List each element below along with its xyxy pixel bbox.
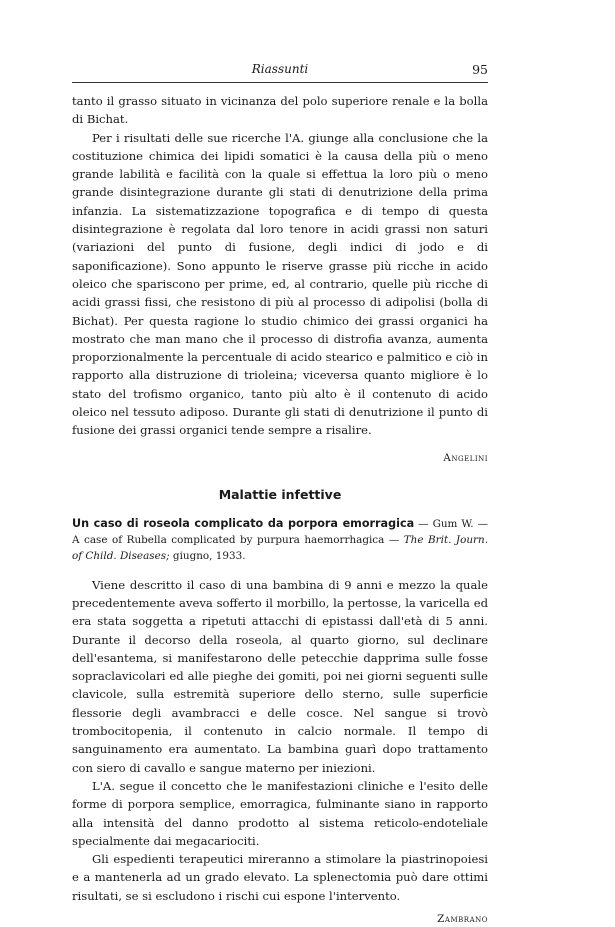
article1-paragraph-2: Per i risultati delle sue ricerche l'A. giunge alla conclusione che la costituzione chimica dei lipidi somatici è la causa della più o meno grande labilità e facilità con la quale si effettua la loro più o meno grande disintegrazione durante gli stati di denutrizione della prima infanzia. La sistematizzazione topografica e di tempo di questa disintegrazione è regolata dal loro tenore in acidi grassi non saturi (variazioni del punto di fusione, degli indici di jodo e di saponificazione). Sono appunto le riserve grasse più ricche in acido oleico che spariscono per prime, ed, al contrario, quelle più ricche di acidi grassi fissi, che resistono di più al processo di adipolisi (bolla di Bichat). Per questa ragione lo studio chimico dei grassi organici ha mostrato che man mano che il processo di distrofia avanza, aumenta proporzionalmente la percentuale di acido stearico e palmitico e ciò in rapporto alla distruzione di trioleina; viceversa quanto migliore è lo stato del trofismo organico, tanto più alto è il contenuto di acido oleico nel tessuto adiposo. Durante gli stati di denutrizione il punto di fusione dei grassi organici tende sempre a risalire. xyxy=(72,130,488,438)
header-rule xyxy=(72,82,488,83)
running-header xyxy=(72,62,488,82)
article1-signature: Angelini xyxy=(443,451,488,464)
article2-paragraph-3: Gli espedienti terapeutici mireranno a stimolare la piastrinopoiesi e a mantenerla ad un grado elevato. La splenectomia può dare ottimi risultati, se si escludono i rischi cui espone l'intervento. xyxy=(72,852,488,903)
article2-reference xyxy=(72,516,488,564)
running-title: Riassunti xyxy=(251,62,309,76)
section-title: Malattie infettive xyxy=(218,486,342,502)
page-body xyxy=(72,92,488,927)
article2-paragraph-2: L'A. segue il concetto che le manifestazioni cliniche e l'esito delle forme di porpora semplice, emorragica, fulminante siano in rapporto alla intensità del danno prodotto al sistema reticolo-endoteliale specialmente dai megacariociti. xyxy=(72,778,488,848)
article2-ref-author: — Gum W. — A case of Rubella complicated by purpura haemorrhagica — xyxy=(72,517,488,546)
article1-paragraph-1: tanto il grasso situato in vicinanza del polo superiore renale e la bolla di Bichat. xyxy=(72,94,488,127)
page-number: 95 xyxy=(472,62,488,77)
article2-signature: Zambrano xyxy=(437,912,488,925)
article2-ref-date: giugno, 1933. xyxy=(169,549,246,562)
article2-ref-title: Un caso di roseola complicato da porpora emorragica xyxy=(72,516,415,530)
article2-paragraph-1: Viene descritto il caso di una bambina di 9 anni e mezzo la quale precedentemente aveva sofferto il morbillo, la pertosse, la varicella ed era stata soggetta a ripetuti attacchi di epistassi dall'età di 5 anni. Durante il decorso della roseola, al quarto giorno, sul declinare dell'esantema, si manifestarono delle petecchie dapprima sulle fosse sopraclavicolari ed alle pieghe dei gomiti, poi nei giorni seguenti sulle clavicole, sulla estremità superiore dello sterno, sulle superficie flessorie degli avambracci e delle cosce. Nel sangue si trovò trombocitopenia, il contenuto in calcio normale. Il tempo di sanguinamento era aumentato. La bambina guarì dopo trattamento con siero di cavallo e sangue materno per iniezioni. xyxy=(72,577,488,775)
article2-ref-journal: The Brit. Journ. of Child. Diseases; xyxy=(72,533,489,562)
